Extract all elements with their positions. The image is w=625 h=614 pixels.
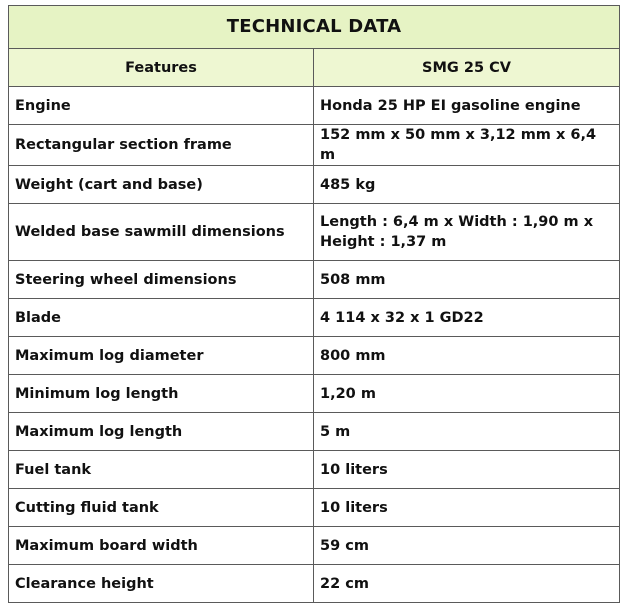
value-cell: 10 liters (314, 489, 620, 527)
feature-cell: Welded base sawmill dimensions (9, 204, 314, 261)
value-cell: 508 mm (314, 261, 620, 299)
value-cell: Length : 6,4 m x Width : 1,90 m x Height : 1,37 m (314, 204, 620, 261)
value-cell: 5 m (314, 413, 620, 451)
value-cell: 10 liters (314, 451, 620, 489)
table-row (9, 489, 620, 527)
feature-cell: Maximum board width (9, 527, 314, 565)
feature-cell: Cutting fluid tank (9, 489, 314, 527)
feature-cell: Blade (9, 299, 314, 337)
feature-cell: Maximum log length (9, 413, 314, 451)
table-header-row (9, 49, 620, 87)
table-title-row (9, 6, 620, 49)
feature-cell: Steering wheel dimensions (9, 261, 314, 299)
table-row (9, 87, 620, 125)
value-cell: 22 cm (314, 565, 620, 603)
table-row (9, 565, 620, 603)
value-cell: 800 mm (314, 337, 620, 375)
feature-cell: Clearance height (9, 565, 314, 603)
value-cell: 485 kg (314, 166, 620, 204)
table-row (9, 299, 620, 337)
table-row (9, 337, 620, 375)
table-row (9, 125, 620, 166)
technical-data-table (8, 5, 620, 603)
table-row (9, 375, 620, 413)
table-row (9, 527, 620, 565)
feature-cell: Minimum log length (9, 375, 314, 413)
feature-cell: Maximum log diameter (9, 337, 314, 375)
table-row (9, 204, 620, 261)
value-cell: 4 114 x 32 x 1 GD22 (314, 299, 620, 337)
feature-cell: Engine (9, 87, 314, 125)
value-cell: Honda 25 HP EI gasoline engine (314, 87, 620, 125)
value-cell: 1,20 m (314, 375, 620, 413)
column-header-model: SMG 25 CV (314, 49, 620, 87)
value-cell: 152 mm x 50 mm x 3,12 mm x 6,4 m (314, 125, 620, 166)
table-row (9, 261, 620, 299)
table-row (9, 451, 620, 489)
table-title: TECHNICAL DATA (9, 6, 620, 49)
value-cell: 59 cm (314, 527, 620, 565)
table-row (9, 166, 620, 204)
feature-cell: Fuel tank (9, 451, 314, 489)
table-row (9, 413, 620, 451)
feature-cell: Weight (cart and base) (9, 166, 314, 204)
column-header-features: Features (9, 49, 314, 87)
feature-cell: Rectangular section frame (9, 125, 314, 166)
